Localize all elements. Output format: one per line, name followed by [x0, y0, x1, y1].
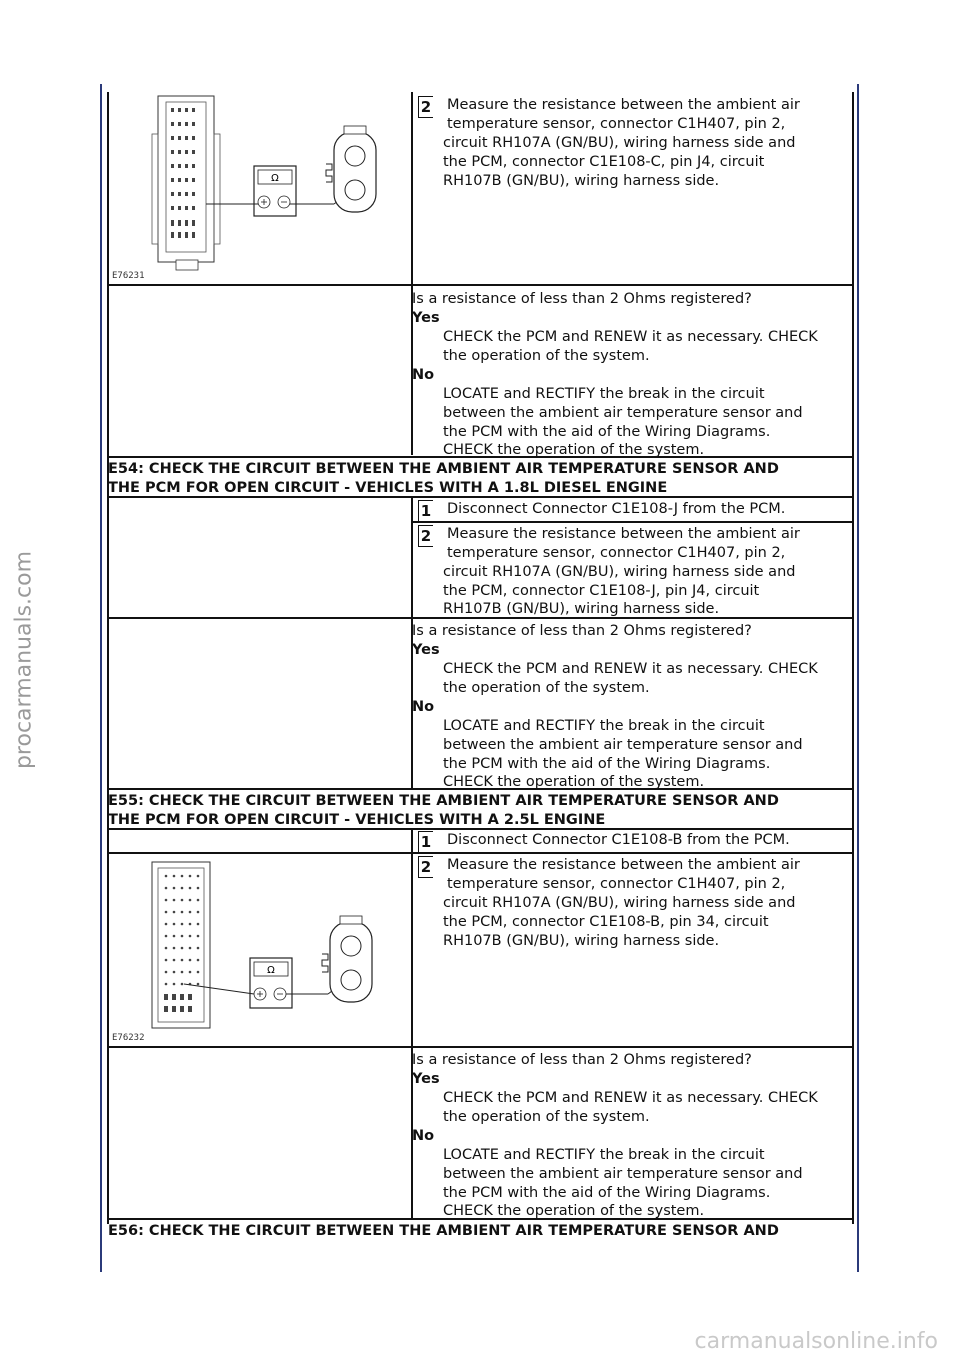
step-number-badge: 1: [418, 500, 433, 522]
step-1-text: Disconnect Connector C1E108-B from the PCM.: [447, 832, 790, 848]
step-2-line: circuit RH107A (GN/BU), wiring harness side and: [443, 135, 796, 151]
no-line: between the ambient air temperature sensor and: [443, 405, 803, 421]
no-line: LOCATE and RECTIFY the break in the circuit: [443, 1147, 765, 1163]
column-divider-3: [411, 828, 413, 1219]
step-number-badge: 2: [418, 856, 433, 878]
row-divider: [107, 1046, 854, 1048]
step-2-line: RH107B (GN/BU), wiring harness side.: [443, 933, 720, 949]
step-number-badge: 2: [418, 525, 433, 547]
section-heading-e55: E55: CHECK THE CIRCUIT BETWEEN THE AMBIENT AIR TEMPERATURE SENSOR AND: [108, 793, 779, 809]
yes-label: Yes: [412, 310, 440, 326]
step-2-line: the PCM, connector C1E108-B, pin 34, circuit: [443, 914, 769, 930]
meter-ohm-symbol: Ω: [271, 173, 279, 184]
meter-ohm-symbol: Ω: [267, 965, 275, 976]
watermark-left-text: procarmanuals.com: [11, 550, 37, 770]
yes-label: Yes: [412, 642, 440, 658]
table-left-border: [107, 92, 109, 1224]
no-line: LOCATE and RECTIFY the break in the circuit: [443, 718, 765, 734]
figure-code: E76231: [112, 271, 145, 281]
step-2-line: temperature sensor, connector C1H407, pin 2,: [447, 876, 786, 892]
step-2-line: the PCM, connector C1E108-C, pin J4, circuit: [443, 154, 765, 170]
row-divider: [107, 284, 854, 286]
yes-line: CHECK the PCM and RENEW it as necessary. CHECK: [443, 1090, 818, 1106]
figure-code: E76232: [112, 1033, 145, 1043]
question-text: Is a resistance of less than 2 Ohms registered?: [412, 291, 752, 307]
no-label: No: [412, 1128, 435, 1144]
no-line: CHECK the operation of the system.: [443, 442, 705, 458]
no-line: the PCM with the aid of the Wiring Diagrams.: [443, 1185, 771, 1201]
wiring-figure-e76231: [112, 94, 407, 282]
watermark-bottom: carmanualsonline.info: [694, 1329, 938, 1354]
no-label: No: [412, 699, 435, 715]
yes-label: Yes: [412, 1071, 440, 1087]
step-2-line: the PCM, connector C1E108-J, pin J4, circuit: [443, 583, 760, 599]
yes-line: CHECK the PCM and RENEW it as necessary. CHECK: [443, 329, 818, 345]
step-2-line: circuit RH107A (GN/BU), wiring harness side and: [443, 564, 796, 580]
section-heading-e54: E54: CHECK THE CIRCUIT BETWEEN THE AMBIENT AIR TEMPERATURE SENSOR AND: [108, 461, 779, 477]
step-1-text: Disconnect Connector C1E108-J from the PCM.: [447, 501, 786, 517]
no-line: CHECK the operation of the system.: [443, 1203, 705, 1219]
step-2-line: Measure the resistance between the ambient air: [447, 97, 800, 113]
no-line: the PCM with the aid of the Wiring Diagrams.: [443, 756, 771, 772]
step-2-line: Measure the resistance between the ambient air: [447, 857, 800, 873]
question-text: Is a resistance of less than 2 Ohms registered?: [412, 623, 752, 639]
no-line: between the ambient air temperature sensor and: [443, 1166, 803, 1182]
column-divider-1: [411, 92, 413, 455]
no-line: the PCM with the aid of the Wiring Diagrams.: [443, 424, 771, 440]
step-2-line: temperature sensor, connector C1H407, pin 2,: [447, 545, 786, 561]
step-number-badge: 1: [418, 831, 433, 853]
step-2-line: circuit RH107A (GN/BU), wiring harness side and: [443, 895, 796, 911]
row-divider: [107, 852, 854, 854]
step-2-line: RH107B (GN/BU), wiring harness side.: [443, 173, 720, 189]
step-2-line: Measure the resistance between the ambient air: [447, 526, 800, 542]
step-2-line: RH107B (GN/BU), wiring harness side.: [443, 601, 720, 617]
no-line: CHECK the operation of the system.: [443, 774, 705, 790]
question-text: Is a resistance of less than 2 Ohms registered?: [412, 1052, 752, 1068]
step-number-badge: 2: [418, 96, 433, 118]
no-line: LOCATE and RECTIFY the break in the circuit: [443, 386, 765, 402]
yes-line: the operation of the system.: [443, 680, 650, 696]
wiring-figure-e76232: [112, 858, 407, 1044]
yes-line: the operation of the system.: [443, 1109, 650, 1125]
section-heading-e56: E56: CHECK THE CIRCUIT BETWEEN THE AMBIENT AIR TEMPERATURE SENSOR AND: [108, 1223, 779, 1239]
page-rule-right: [857, 84, 859, 1272]
table-right-border: [852, 92, 854, 1224]
watermark-left: [4, 520, 44, 800]
yes-line: CHECK the PCM and RENEW it as necessary. CHECK: [443, 661, 818, 677]
row-divider: [411, 521, 854, 523]
no-line: between the ambient air temperature sensor and: [443, 737, 803, 753]
page-rule-left: [100, 84, 102, 1272]
section-heading-e55-line2: THE PCM FOR OPEN CIRCUIT - VEHICLES WITH A 2.5L ENGINE: [108, 812, 606, 828]
step-2-line: temperature sensor, connector C1H407, pin 2,: [447, 116, 786, 132]
no-label: No: [412, 367, 435, 383]
section-heading-e54-line2: THE PCM FOR OPEN CIRCUIT - VEHICLES WITH A 1.8L DIESEL ENGINE: [108, 480, 668, 496]
yes-line: the operation of the system.: [443, 348, 650, 364]
